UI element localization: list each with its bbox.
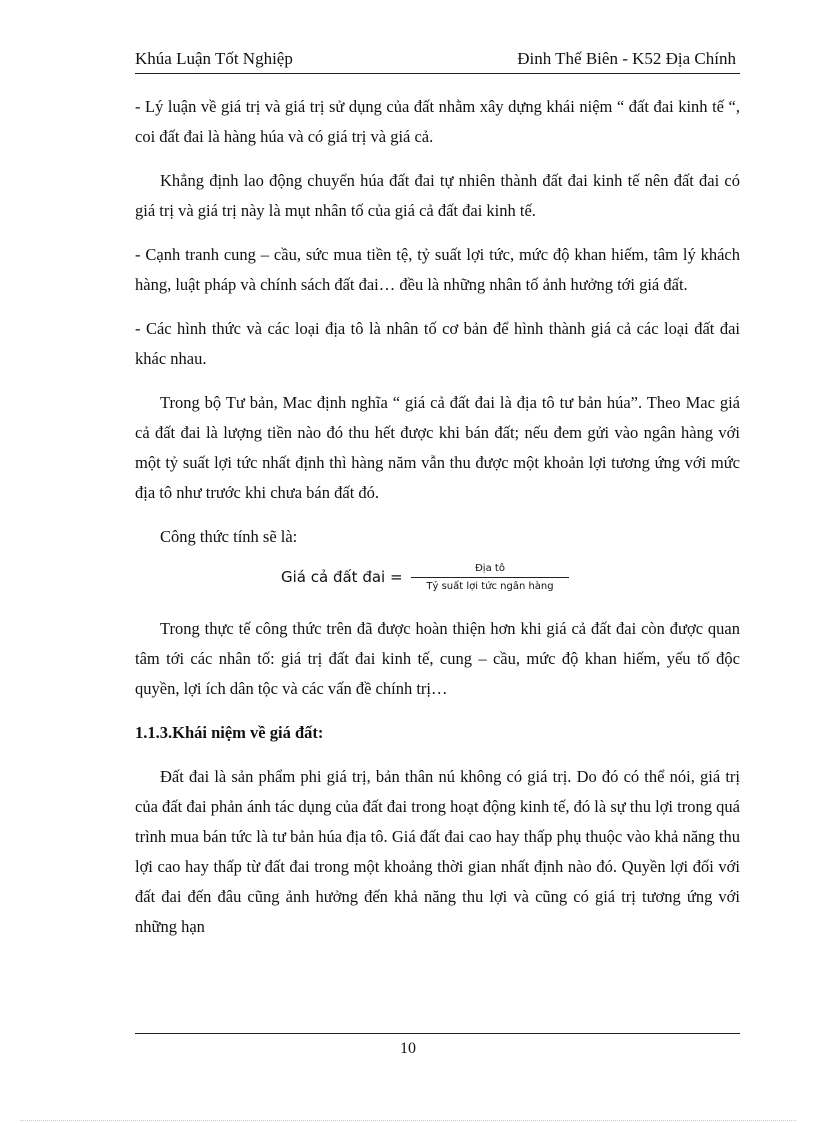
- page-number: 10: [400, 1040, 416, 1057]
- header-thesis-title: Khúa Luận Tốt Nghiệp: [135, 49, 293, 68]
- paragraph-labor-conversion: Khẳng định lao động chuyển húa đất đai tự nhiên thành đất đai kinh tế nên đất đai có giá trị và giá trị này là mụt nhân tố của giá cả đất đai kinh tế.: [135, 171, 740, 220]
- land-price-formula: [135, 562, 740, 602]
- formula-denominator: Tỷ suất lợi tức ngân hàng: [426, 581, 554, 592]
- paragraph-formula-refined: Trong thực tế công thức trên đã được hoàn thiện hơn khi giá cả đất đai còn được quan tâm tới các nhân tố: giá trị đất đai kinh tế, cung – cầu, mức độ khan hiếm, yếu tố độc quyền, lợi ích dân tộc và các vấn đề chính trị…: [135, 619, 740, 698]
- page-header: [135, 47, 740, 74]
- paragraph-land-price-concept: Đất đai là sản phẩm phi giá trị, bản thân nú không có giá trị. Do đó có thể nói, giá trị của đất đai phản ánh tác dụng của đất đai trong hoạt động kinh tế, đó là sự thu lợi trong quá trình mua bán tức là tư bản húa địa tô. Giá đất đai cao hay thấp phụ thuộc vào khả năng thu lợi cao hay thấp từ đất đai trong một khoảng thời gian nhất định nào đó. Quyền lợi đối với đất đai đến đâu cũng ảnh hưởng đến khả năng thu lợi và cũng có giá trị tương ứng với những hạn: [135, 767, 740, 936]
- page-body: [135, 92, 740, 942]
- formula-lhs: Giá cả đất đai =: [281, 568, 403, 586]
- fraction-bar: [411, 577, 569, 578]
- paragraph-marx-definition: Trong bộ Tư bản, Mac định nghĩa “ giá cả đất đai là địa tô tư bản húa”. Theo Mac giá cả đất đai là lượng tiền nào đó thu hết được khi bán đất; nếu đem gửi vào ngân hàng với một tỷ suất lợi tức nhất định thì hàng năm vẫn thu được một khoản lợi tương ứng với mức địa tô như trước khi chưa bán đất đó.: [135, 393, 740, 502]
- formula-numerator: Địa tô: [475, 563, 505, 574]
- header-author: Đinh Thế Biên - K52 Địa Chính: [517, 49, 736, 68]
- paragraph-rent-forms: - Các hình thức và các loại địa tô là nhân tố cơ bản để hình thành giá cả các loại đất đai khác nhau.: [135, 319, 740, 368]
- paragraph-price-factors: - Cạnh tranh cung – cầu, sức mua tiền tệ, tỷ suất lợi tức, mức độ khan hiếm, tâm lý khách hàng, luật pháp và chính sách đất đai… đều là những nhân tố ảnh hưởng tới giá đất.: [135, 245, 740, 294]
- paragraph-value-theory: - Lý luận về giá trị và giá trị sử dụng của đất nhằm xây dựng khái niệm “ đất đai kinh tế “, coi đất đai là hàng húa và có giá trị và giá cả.: [135, 97, 740, 146]
- footer-divider: [135, 1033, 740, 1034]
- formula-fraction: [411, 562, 569, 594]
- page-edge-dotted-line: [20, 1120, 796, 1121]
- paragraph-formula-intro: Công thức tính sẽ là:: [160, 527, 298, 546]
- section-heading: 1.1.3.Khái niệm về giá đất:: [135, 723, 324, 742]
